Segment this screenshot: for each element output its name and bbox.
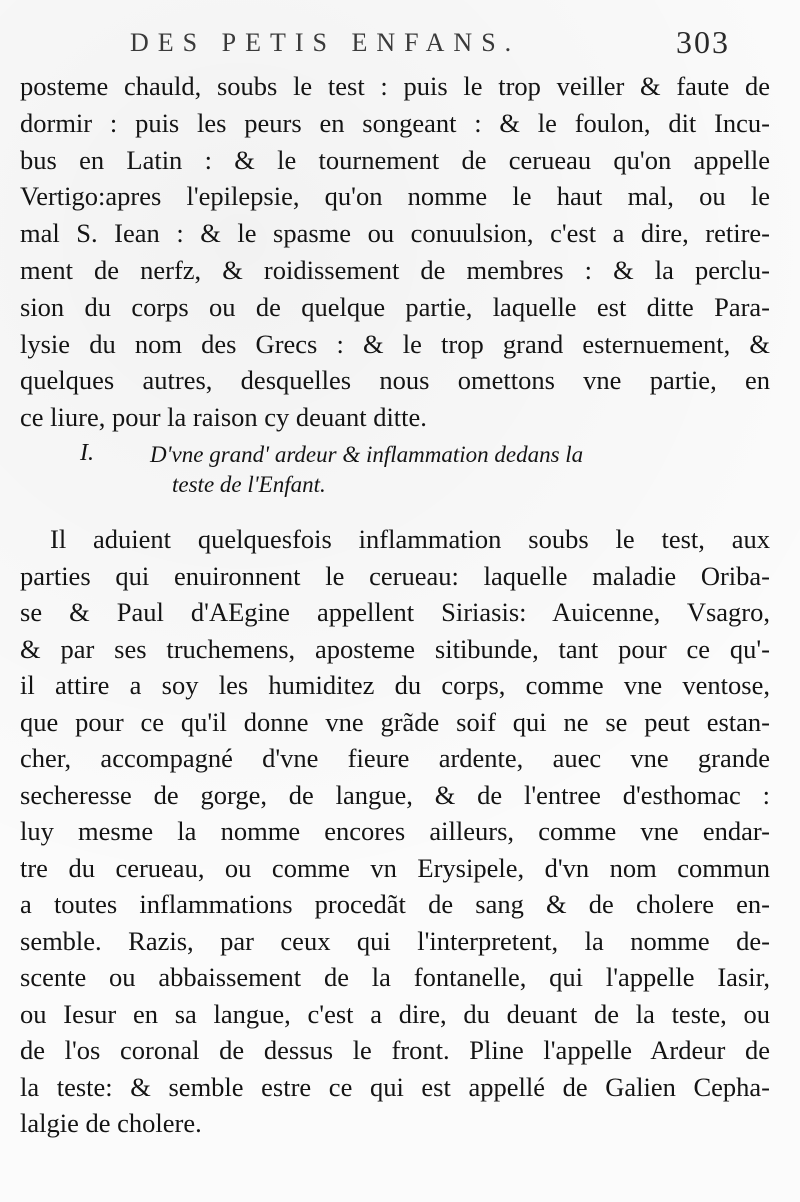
text-line: secheresse de gorge, de langue, & de l'entree d'esthomac : xyxy=(20,779,770,810)
text-line: scente ou abbaissement de la fontanelle, qui l'appelle Iasir, xyxy=(20,962,770,992)
text-line: lysie du nom des Grecs : & le trop grand esternuement, & xyxy=(20,328,770,359)
page-number: 303 xyxy=(676,24,730,60)
text-line: sion du corps ou de quelque partie, laquelle est ditte Para- xyxy=(20,291,770,322)
paragraph-1 xyxy=(20,68,770,436)
text-line: luy mesme la nomme encores ailleurs, comme vne endar- xyxy=(20,816,770,846)
text-line: ou Iesur en sa langue, c'est a dire, du deuant de la teste, ou xyxy=(20,998,770,1029)
section-heading-line: D'vne grand' ardeur & inflammation dedans la xyxy=(150,442,584,467)
text-line: Vertigo:apres l'epilepsie, qu'on nomme le haut mal, ou le xyxy=(20,181,770,212)
text-line: posteme chauld, soubs le test : puis le trop veiller & faute de xyxy=(20,71,770,101)
section-number: I. xyxy=(80,440,94,466)
text-line: a toutes inflammations procedãt de sang & de cholere en- xyxy=(20,889,770,919)
running-title: DES PETIS ENFANS. xyxy=(130,28,521,57)
text-line: lalgie de cholere. xyxy=(20,1108,202,1138)
text-line: semble. Razis, par ceux qui l'interpretent, la nomme de- xyxy=(20,925,770,956)
text-line: se & Paul d'AEgine appellent Siriasis: Auicenne, Vsagro, xyxy=(20,597,770,627)
text-line: parties qui enuironnent le cerueau: laquelle maladie Oriba- xyxy=(20,560,770,591)
text-line: la teste: & semble estre ce qui est appellé de Galien Cepha- xyxy=(20,1071,770,1102)
text-line: bus en Latin : & le tournement de cerueau qu'on appelle xyxy=(20,144,770,175)
text-line: quelques autres, desquelles nous omettons vne partie, en xyxy=(20,365,770,396)
text-line: Il aduient quelquesfois inflammation soubs le test, aux xyxy=(50,524,770,554)
text-line: il attire a soy les humiditez du corps, comme vne ventose, xyxy=(20,670,770,700)
running-head xyxy=(0,24,800,68)
text-line: de l'os coronal de dessus le front. Pline l'appelle Ardeur de xyxy=(20,1035,770,1065)
paragraph-2 xyxy=(20,521,770,1142)
text-line: que pour ce qu'il donne vne grãde soif qui ne se peut estan- xyxy=(20,706,770,737)
text-line: ment de nerfz, & roidissement de membres : & la perclu- xyxy=(20,254,770,285)
section-heading-line: teste de l'Enfant. xyxy=(172,472,326,497)
text-line: dormir : puis les peurs en songeant : & le foulon, dit Incu- xyxy=(20,107,770,138)
text-line: mal S. Iean : & le spasme ou conuulsion, c'est a dire, retire- xyxy=(20,218,770,249)
text-line: tre du cerueau, ou comme vn Erysipele, d'vn nom commun xyxy=(20,852,770,883)
section-heading xyxy=(80,440,680,500)
text-line: cher, accompagné d'vne fieure ardente, auec vne grande xyxy=(20,743,770,773)
text-line: & par ses truchemens, aposteme sitibunde, tant pour ce qu'- xyxy=(20,633,770,664)
text-line: ce liure, pour la raison cy deuant ditte. xyxy=(20,402,427,433)
